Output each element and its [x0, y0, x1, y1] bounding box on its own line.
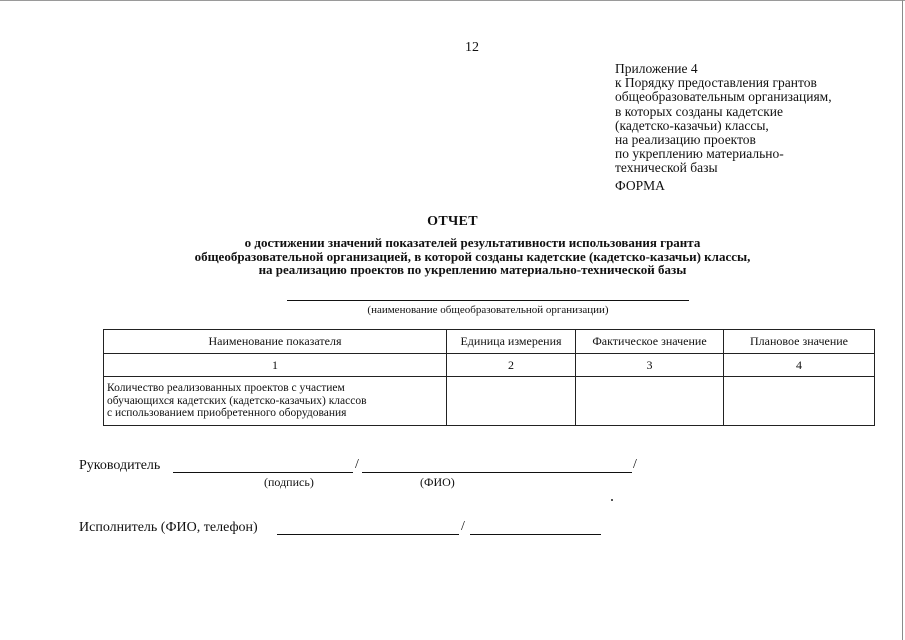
page-top-edge [0, 0, 905, 1]
page-number: 12 [465, 40, 479, 55]
executor-phone-field[interactable] [470, 534, 601, 535]
planned-value-cell[interactable] [724, 377, 875, 426]
column-number: 4 [724, 354, 875, 377]
table-row [104, 377, 875, 426]
head-label: Руководитель [79, 458, 161, 473]
executor-separator: / [461, 519, 465, 534]
appendix-line: технической базы [615, 160, 718, 176]
page-right-edge [902, 0, 903, 640]
executor-fio-field[interactable] [277, 534, 459, 535]
indicator-cell [104, 377, 447, 426]
appendix-line: (кадетско-казачьи) классы, [615, 117, 769, 133]
appendix-line: к Порядку предоставления грантов [615, 75, 817, 91]
indicator-line: с использованием приобретенного оборудования [107, 407, 347, 420]
indicator-line: Количество реализованных проектов с участием [107, 382, 345, 395]
executor-label: Исполнитель (ФИО, телефон) [79, 520, 258, 535]
report-subtitle-line: на реализацию проектов по укреплению материально-технической базы [258, 262, 687, 277]
head-fio-field[interactable] [362, 472, 632, 473]
indicator-line: обучающихся кадетских (кадетско-казачьих) классов [107, 394, 367, 407]
header-cell-indicator: Наименование показателя [104, 330, 447, 354]
unit-cell[interactable] [447, 377, 576, 426]
organization-name-field[interactable] [287, 300, 689, 301]
indicators-table [103, 329, 875, 426]
appendix-line: на реализацию проектов [615, 132, 756, 148]
appendix-line: по укреплению материально- [615, 146, 784, 162]
report-subtitle-line: общеобразовательной организацией, в которой созданы кадетские (кадетско-казачьи) классы, [194, 248, 751, 264]
table-number-row [104, 354, 875, 377]
appendix-line: общеобразовательным организациям, [615, 89, 832, 105]
table-header-row [104, 330, 875, 354]
column-number: 1 [104, 354, 447, 377]
appendix-line: в которых созданы кадетские [615, 103, 784, 119]
column-number: 2 [447, 354, 576, 377]
header-cell-unit: Единица измерения [447, 330, 576, 354]
head-signature-field[interactable] [173, 472, 353, 473]
appendix-block [615, 62, 895, 176]
header-cell-actual: Фактическое значение [576, 330, 724, 354]
signature-caption: (подпись) [264, 475, 314, 489]
header-cell-planned: Плановое значение [724, 330, 875, 354]
column-number: 3 [576, 354, 724, 377]
fio-caption: (ФИО) [420, 475, 455, 489]
report-subtitle [0, 236, 905, 277]
head-end-separator: / [633, 457, 637, 472]
actual-value-cell[interactable] [576, 377, 724, 426]
head-separator: / [355, 457, 359, 472]
organization-name-caption: (наименование общеобразовательной организации) [367, 304, 609, 316]
form-label: ФОРМА [615, 178, 665, 193]
scan-speck [611, 499, 613, 501]
report-title: ОТЧЕТ [427, 214, 478, 229]
report-subtitle-line: о достижении значений показателей результативности использования гранта [244, 235, 701, 250]
appendix-line: Приложение 4 [615, 61, 698, 76]
